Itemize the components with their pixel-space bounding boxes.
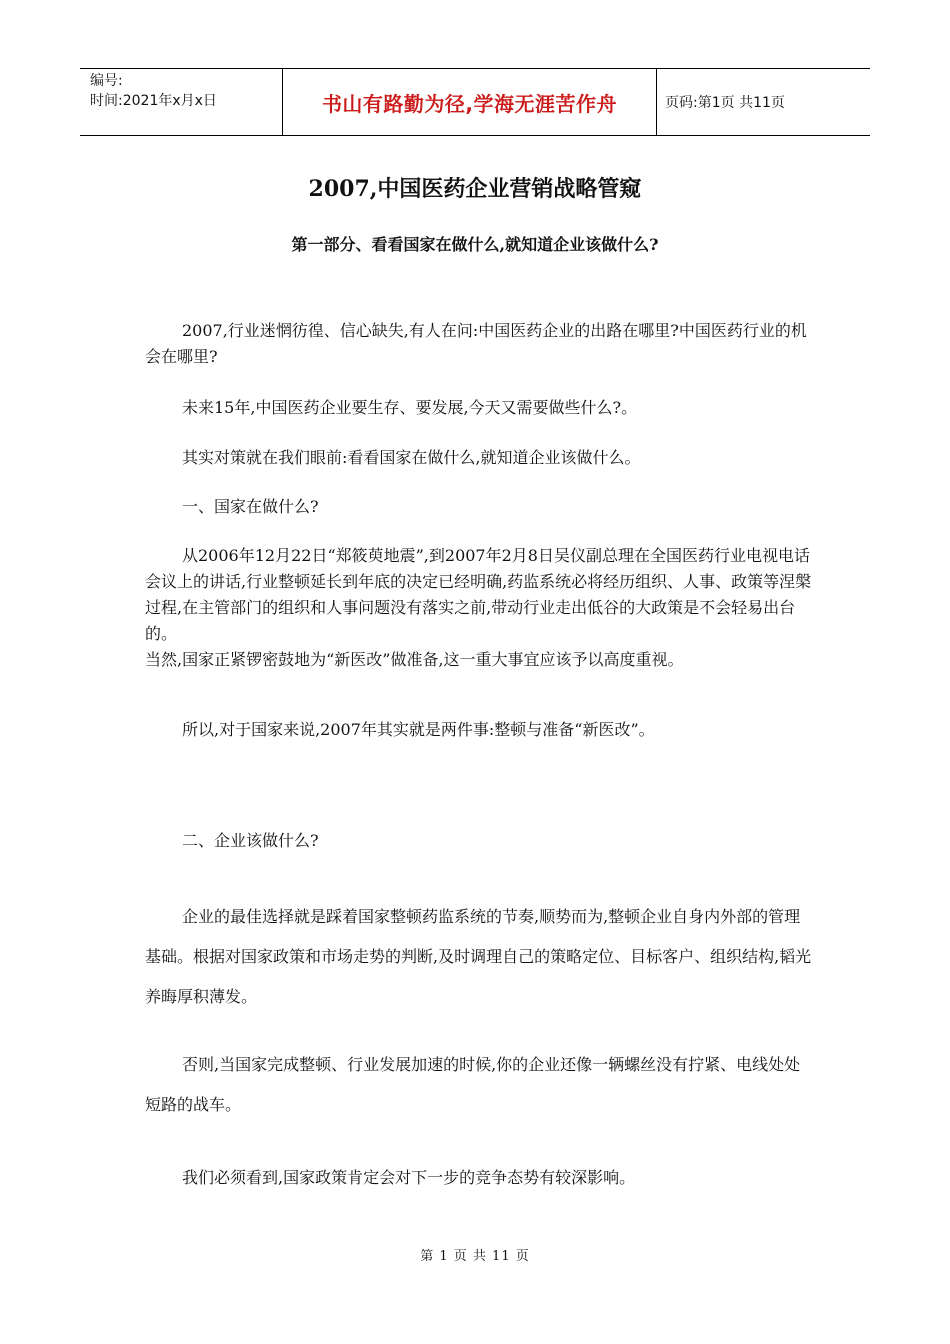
document-subtitle: 第一部分、看看国家在做什么,就知道企业该做什么?	[291, 235, 659, 254]
page-footer: 第 1 页 共 11 页	[420, 1249, 530, 1264]
section-heading: 一、国家在做什么?	[182, 497, 319, 516]
document-title: 2007,中国医药企业营销战略管窥	[308, 176, 642, 202]
paragraph: 未来15年,中国医药企业要生存、要发展,今天又需要做些什么?。	[182, 398, 638, 417]
paragraph: 其实对策就在我们眼前:看看国家在做什么,就知道企业该做什么。	[182, 448, 641, 467]
paragraph: 否则,当国家完成整顿、行业发展加速的时候,你的企业还像一辆螺丝没有拧紧、电线处处短路的战车。	[145, 1055, 801, 1114]
paragraph: 从2006年12月22日“郑筱萸地震”,到2007年2月8日吴仪副总理在全国医药行业电视电话会议上的讲话,行业整顿延长到年底的决定已经明确,药监系统必将经历组织、人事、政策等涅槃过程,在主管部门的组织和人事问题没有落实之前,带动行业走出低谷的大政策是不会轻易出台的。	[145, 546, 812, 643]
paragraph: 当然,国家正紧锣密鼓地为“新医改”做准备,这一重大事宜应该予以高度重视。	[145, 650, 684, 669]
paragraph: 2007,行业迷惘彷徨、信心缺失,有人在问:中国医药企业的出路在哪里?中国医药行业的机会在哪里?	[145, 321, 807, 366]
section-heading: 二、企业该做什么?	[182, 831, 319, 850]
document-header	[80, 68, 870, 136]
paragraph: 所以,对于国家来说,2007年其实就是两件事:整顿与准备“新医改”。	[182, 720, 655, 739]
time-label: 时间:2021年x月x日	[90, 93, 217, 109]
header-meta-cell	[80, 69, 282, 135]
header-page-cell	[657, 69, 870, 135]
header-motto-cell	[282, 69, 657, 135]
paragraph: 企业的最佳选择就是踩着国家整顿药监系统的节奏,顺势而为,整顿企业自身内外部的管理基础。根据对国家政策和市场走势的判断,及时调理自己的策略定位、目标客户、组织结构,韬光养晦厚积薄发。	[145, 907, 812, 1006]
motto-text: 书山有路勤为径,学海无涯苦作舟	[321, 91, 618, 116]
number-label: 编号:	[90, 73, 123, 89]
paragraph: 我们必须看到,国家政策肯定会对下一步的竞争态势有较深影响。	[182, 1168, 636, 1187]
page-info: 页码:第1页 共11页	[665, 95, 785, 111]
